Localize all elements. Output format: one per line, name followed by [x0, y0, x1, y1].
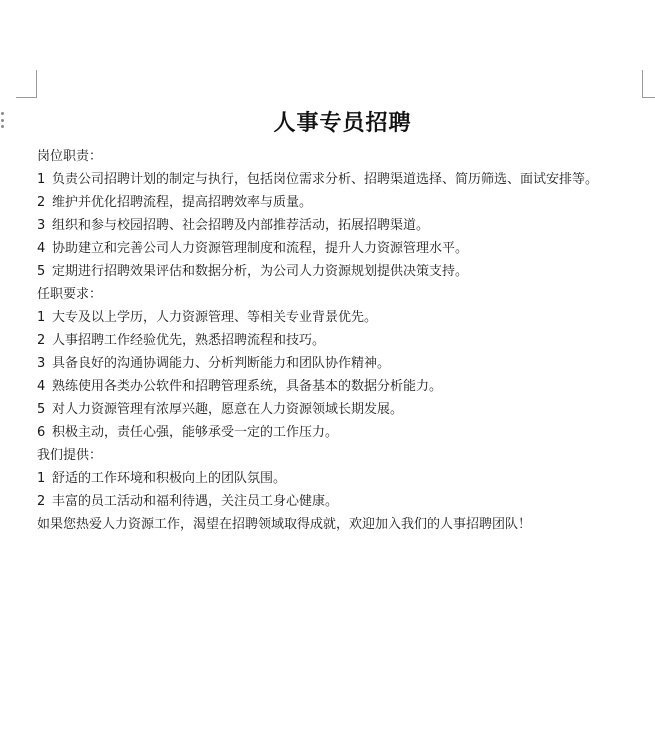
list-item-number: 5 [37, 264, 46, 279]
crop-mark-top-left [16, 70, 37, 98]
section-heading-duties: 岗位职责： [37, 149, 103, 164]
list-item [37, 191, 649, 214]
list-item [37, 214, 649, 237]
section-heading-benefits: 我们提供： [37, 448, 103, 463]
closing-paragraph: 如果您热爱人力资源工作，渴望在招聘领域取得成就，欢迎加入我们的人事招聘团队！ [37, 517, 532, 532]
list-item-number: 6 [37, 425, 46, 440]
list-item [37, 352, 649, 375]
list-item [37, 467, 649, 490]
list-item-text: 组织和参与校园招聘、社会招聘及内部推荐活动，拓展招聘渠道。 [52, 218, 430, 233]
list-item [37, 260, 649, 283]
list-item-number: 3 [37, 356, 46, 371]
list-item-number: 2 [37, 333, 46, 348]
list-item-text: 具备良好的沟通协调能力、分析判断能力和团队协作精神。 [52, 356, 391, 371]
list-item-text: 对人力资源管理有浓厚兴趣，愿意在人力资源领域长期发展。 [52, 402, 404, 417]
list-item-number: 3 [37, 218, 46, 233]
document-body [37, 145, 649, 536]
list-item-text: 大专及以上学历，人力资源管理、等相关专业背景优先。 [52, 310, 378, 325]
list-item-number: 5 [37, 402, 46, 417]
list-item-number: 4 [37, 241, 46, 256]
list-item-text: 积极主动，责任心强，能够承受一定的工作压力。 [52, 425, 339, 440]
list-item-text: 熟练使用各类办公软件和招聘管理系统，具备基本的数据分析能力。 [52, 379, 443, 394]
list-item-number: 2 [37, 494, 46, 509]
document-title: 人事专员招聘 [273, 110, 412, 136]
list-item [37, 168, 649, 191]
list-item [37, 306, 649, 329]
list-item-text: 人事招聘工作经验优先，熟悉招聘流程和技巧。 [52, 333, 326, 348]
crop-mark-top-right [642, 70, 655, 98]
list-item [37, 375, 649, 398]
section-heading-requirements: 任职要求： [37, 287, 103, 302]
list-item-number: 4 [37, 379, 46, 394]
list-item [37, 398, 649, 421]
list-item-text: 维护并优化招聘流程，提高招聘效率与质量。 [52, 195, 313, 210]
list-item-number: 1 [37, 471, 46, 486]
list-item [37, 237, 649, 260]
list-item-text: 舒适的工作环境和积极向上的团队氛围。 [52, 471, 287, 486]
list-item [37, 421, 649, 444]
list-item [37, 490, 649, 513]
list-item-text: 协助建立和完善公司人力资源管理制度和流程，提升人力资源管理水平。 [52, 241, 469, 256]
list-item-number: 1 [37, 310, 46, 325]
list-item-text: 负责公司招聘计划的制定与执行，包括岗位需求分析、招聘渠道选择、简历筛选、面试安排等。 [52, 172, 599, 187]
list-item [37, 329, 649, 352]
list-item-text: 定期进行招聘效果评估和数据分析，为公司人力资源规划提供决策支持。 [52, 264, 469, 279]
list-item-text: 丰富的员工活动和福利待遇，关注员工身心健康。 [52, 494, 339, 509]
list-item-number: 2 [37, 195, 46, 210]
list-item-number: 1 [37, 172, 46, 187]
